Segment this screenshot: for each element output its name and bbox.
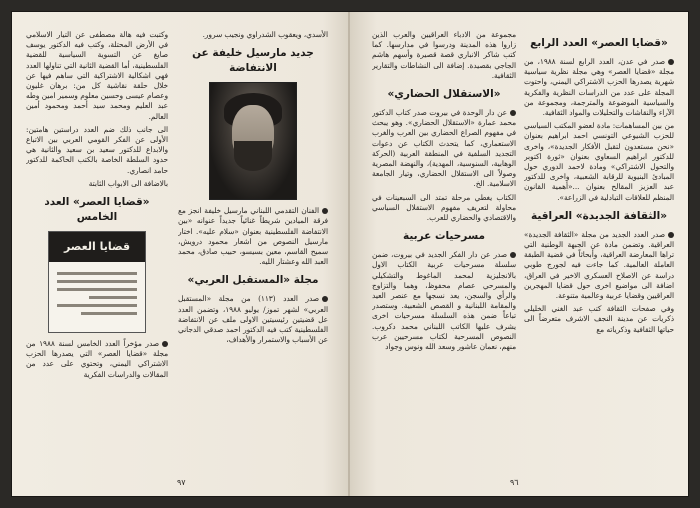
cover-title: قضايا العصر xyxy=(49,232,145,262)
page-number: ٩٧ xyxy=(177,478,186,487)
section-heading: مجلة «المستقبل العربي» xyxy=(187,274,319,287)
left-page-right-column xyxy=(178,30,328,468)
paragraph: وفي صفحات الثقافة كتب عبد الغني الخليلي ذكريات عن مدينة النجف الاشرف متعرضاً الى حياتها الثقافية وذكرياته مع xyxy=(524,304,674,334)
paragraph: عن دار الوحدة في بيروت صدر كتاب الدكتور محمد عمارة «الاستقلال الحضاري». وهو يبحث في مفهوم الصراع الحضاري بين العرب والغرب الاستعماري، كما يتحدث الكتاب عن دعوات التجديد السلفية في المنطقة العربية (الحركة الوهابية، السنوسية، المهدية)، والنهضة المصرية وصولاً الى الاستقلال الحضاري، وتيار الجامعة الاسلامية. الخ. xyxy=(372,108,516,189)
paragraph: صدر العدد (١١٣) من مجلة «المستقبل العربي» لشهر تموز/ يوليو ١٩٨٨، وتضمن العدد عل قضيتين رئيسيتين الاولى ملف عن الانتفاضة الفلسطينية كتب فيه الدكتور احمد صدقي الدجاني عن الأسباب والاستمرار والأهداف، xyxy=(178,294,328,345)
paragraph: بالاضافة الى الابواب الثابتة xyxy=(88,178,168,188)
magazine-cover-image xyxy=(48,231,146,333)
left-page-left-column xyxy=(26,30,168,468)
paragraph: صدر عن دار الفكر الجديد في بيروت، ضمن سلسلة مسرحيات عربية الكتاب الاول بالانجليزية لمحمد الماغوط والتشكيلي والمسرحي عصام محفوظ، وهما والتزاوج والرأي والسجن، يعد نسجها مع عنصر العيد والمقامة اللبنانية و القصص الشعبية. وستصدر تباعاً ضمن هذه السلسلة مسرحيات اخرى يشرف عليها الكاتب اللبناني محمد دكروب. النصوص المسرحية لكتاب مسرحيين عرب منهم، نعمان عاشور وسعد الله ونوس وجواد xyxy=(372,250,516,352)
paragraph: الكتاب يغطي مرحلة تمتد الى السبعينات في محاولة لتعريف مفهوم الاستقلال السياسي والاقتصادي والحضاري للعرب. xyxy=(372,192,516,223)
bullet-icon xyxy=(510,252,516,258)
paragraph: صدر مؤخراً العدد الخامس لسنة ١٩٨٨ من مجلة «قضايا العصر» التي يصدرها الحزب الاشتراكي اليمني، وتحتوي على عدد من المقالات والدراسات الفكرية xyxy=(26,339,168,379)
section-heading: مسرحيات عربية xyxy=(402,230,486,243)
section-heading: «الاستقلال الحضاري» xyxy=(387,88,501,101)
right-page xyxy=(350,12,688,496)
section-heading: «الثقافة الجديدة» العراقية xyxy=(531,209,667,222)
bullet-icon xyxy=(162,341,168,347)
paragraph: الى جانب ذلك ضم العدد دراستين هامتين: الأولى عن الفكر القومي العربي بين الاتباع والابداع للدكتور سعيد بن سعيد والثانية هي حدود السلطة الخاصة بالكتب الحاكمة للدكتور حامد انصاري. xyxy=(26,124,168,175)
paragraph: الفنان التقدمي اللبناني مارسيل خليفة انجز مع فرقة الميادين شريطاً غنائياً جديداً عنوانه «بين الانتفاضة الفلسطينية بعنوان «سلام عليه». اختار مارسيل النصوص من اشعار محمود درويش، سميح القاسم، معين بسيسو، حبيب صادق، محمد العبد الله وعشتار الليه. xyxy=(178,206,328,267)
bullet-icon xyxy=(668,232,674,238)
bullet-icon xyxy=(668,59,674,65)
book-spread xyxy=(12,12,688,496)
page-number: ٩٦ xyxy=(510,478,519,487)
paragraph: وكتبت فيه هالة مصطفى عن التيار الاسلامي في الأرض المحتلة، وكتب فيه الدكتور يوسف صايغ عن التسوية السياسية للقضية الفلسطينية، أما القضية الثانية التي تناولها العدد فهي اشكالية الاشتراكية التي ساهم فيها عن خلال حلقة نقاشية كل من: برهان غليون وعصام عيسى وحسين معلوم وسمير امين وطه عبد العليم ومحمد سيد أحمد ومحمود أمين العالم. xyxy=(26,30,168,121)
bullet-icon xyxy=(322,296,328,302)
portrait-photo xyxy=(209,82,297,200)
bullet-icon xyxy=(510,110,516,116)
right-page-left-column xyxy=(372,30,516,468)
left-page xyxy=(12,12,350,496)
paragraph: صدر في عدن، العدد الرابع لسنة ١٩٨٨، من مجلة «قضايا العصر» وهي مجلة نظرية سياسية شهرية يصدرها الحزب الاشتراكي اليمني، واحتوت المجلة على عدد من الدراسات النظرية والفكرية والسياسية الموضوعة والمترجمة، ومجموعة من الآراء والنقاشات والتحليلات والمواد الثقافية. xyxy=(524,57,674,118)
section-heading: جديد مارسيل خليفة عن الانتفاضة xyxy=(192,47,314,75)
section-heading: «قضايا العصر» العدد الرابع xyxy=(530,37,668,49)
paragraph: مجموعة من الادباء العراقيين والعرب الذين زاروا هذه المدينة ودرسوا في مدارسها. كما كتب شاكر الانباري قصة قصيرة وأسهم هاشم الجاجي بقصيدة. إضافة الى النشاطات والتقارير الثقافية. xyxy=(372,30,516,80)
section-heading: «قضايا العصر» العدد الخامس xyxy=(44,196,150,224)
bullet-icon xyxy=(322,208,328,214)
right-page-right-column xyxy=(524,30,674,468)
paragraph: صدر العدد الجديد من مجلة «الثقافة الجديدة» العراقية. وتضمن مادة عن الجبهة الوطنية التي تراها المعارضة العراقية، وأبحاثاً في قضية الطبقة العاملة العالمية. كما جاءت فيه لجورج طوبي دراسة عن الاصلاح العسكري الاخير في العراق، اضافة الى مواضيع اخرى حول قضايا المهجرين العراقيين وقضايا عربية وعالمية متنوعة. xyxy=(524,229,674,301)
paragraph: الأسدي، ويعقوب الشدراوي ونجيب سرور. xyxy=(202,30,328,39)
paragraph: من بين المساهمات: مادة لعضو المكتب السياسي للحزب الشيوعي التونسي احمد ابراهيم بعنوان «نحن مستعدون لتقبل الأفكار الجديدة»، واخرى للدكتور ابراهيم السعاوي بعنوان «ثورة اكتوبر والتحول الاشتراكي» ومادة لاحمد الدوري حول المبادئ البنيوية للرقابة الشعبية، واخرى للدكتور عبد العزيز المقالح بعنوان ...«أهمية القانون المنظم للعلاقات التبادلية في الزراعة». xyxy=(524,121,674,202)
